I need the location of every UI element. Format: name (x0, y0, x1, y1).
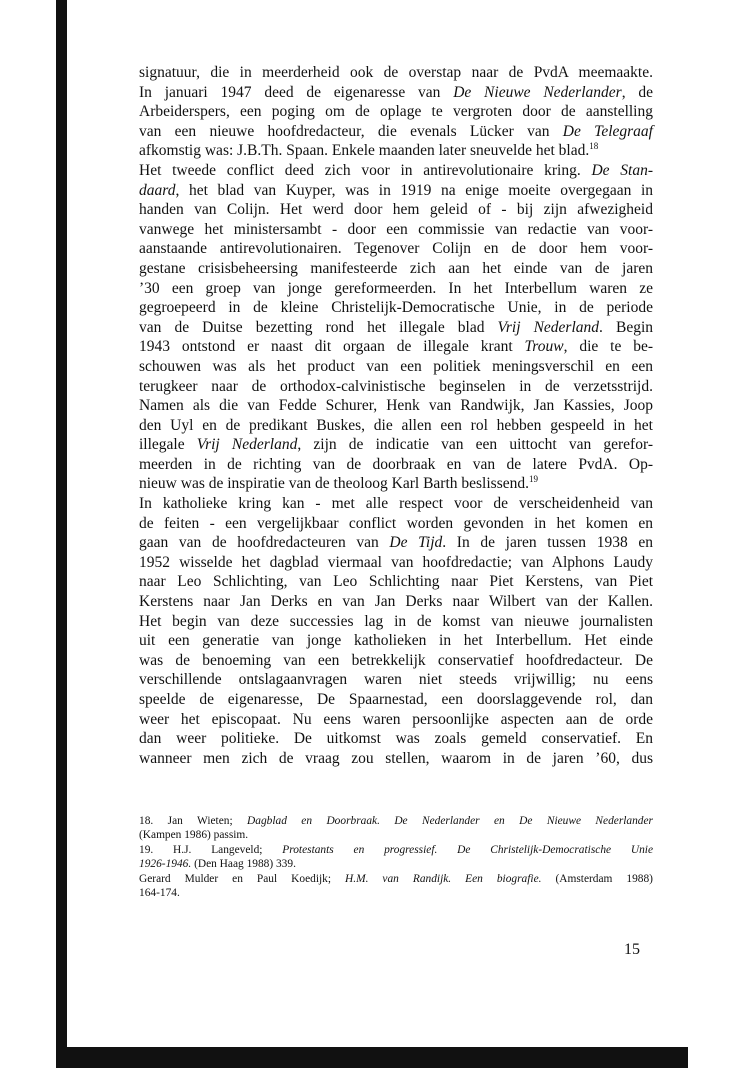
body-line: In januari 1947 deed de eigenaresse van De Nieuwe Nederlander, de (139, 83, 653, 101)
body-line: Het tweede conflict deed zich voor in antirevolutionaire kring. De Stan- (139, 161, 653, 179)
body-line: daard, het blad van Kuyper, was in 1919 na enige moeite overgegaan in (139, 181, 653, 199)
footnote-line: 1926-1946. (Den Haag 1988) 339. (139, 858, 296, 871)
body-line: vanwege het ministersambt - door een commissie van redactie van voor- (139, 220, 653, 238)
body-line: wanneer men zich de vraag zou stellen, waarom in de jaren ’60, dus (139, 749, 653, 767)
body-line: schouwen was als het product van een politiek meningsverschil en een (139, 357, 653, 375)
footnote-line: 18. Jan Wieten; Dagblad en Doorbraak. De Nederlander en De Nieuwe Nederlander (139, 815, 653, 827)
body-line: gaan van de hoofdredacteuren van De Tijd. In de jaren tussen 1938 en (139, 534, 653, 552)
body-line: den Uyl en de predikant Buskes, die allen een rol hebben gespeeld in het (139, 416, 653, 434)
footnote-line: Gerard Mulder en Paul Koedijk; H.M. van Randijk. Een biografie. (Amsterdam 1988) (139, 872, 653, 885)
footnote-line: 19. H.J. Langeveld; Protestants en progressief. De Christelijk-Democratische Unie (139, 843, 654, 856)
body-line: gegroepeerd in de kleine Christelijk-Democratische Unie, in de periode (139, 299, 653, 317)
body-line: Kerstens naar Jan Derks en van Jan Derks naar Wilbert van der Kallen. (139, 593, 653, 611)
body-line: dan weer politieke. De uitkomst was zoals gemeld conservatief. En (139, 730, 653, 748)
body-line: speelde de eigenaresse, De Spaarnestad, een doorslaggevende rol, dan (139, 691, 653, 708)
body-line: 1952 wisselde het dagblad viermaal van hoofdredactie; van Alphons Laudy (139, 553, 653, 571)
footnotes (139, 814, 653, 900)
body-line: weer het episcopaat. Nu eens waren persoonlijke aspecten aan de orde (139, 710, 653, 728)
scan-bottom-border (56, 1047, 688, 1068)
body-line: van de Duitse bezetting rond het illegale blad Vrij Nederland. Begin (139, 318, 654, 336)
body-line: afkomstig was: J.B.Th. Spaan. Enkele maanden later sneuvelde het blad.$^{18}$ (139, 141, 599, 160)
body-line: meerden in de richting van de doorbraak en van de latere PvdA. Op- (139, 455, 653, 473)
body-line: Arbeiderspers, een poging om de oplage te vergroten door de aanstelling (139, 103, 653, 121)
body-line: handen van Colijn. Het werd door hem geleid of - bij zijn afwezigheid (139, 201, 653, 219)
body-line: uit een generatie van jonge katholieken in het Interbellum. Het einde (139, 632, 653, 650)
body-line: van een nieuwe hoofdredacteur, die evenals Lücker van De Telegraaf (139, 122, 653, 140)
body-line: gestane crisisbeheersing manifesteerde zich aan het einde van de jaren (139, 259, 653, 277)
body-line: naar Leo Schlichting, van Leo Schlichting naar Piet Kerstens, van Piet (139, 573, 653, 591)
body-line: signatuur, die in meerderheid ook de overstap naar de PvdA meemaakte. (139, 64, 653, 81)
body-line: illegale Vrij Nederland, zijn de indicatie van een uittocht van gerefor- (139, 436, 653, 454)
body-line: verschillende ontslagaanvragen waren niet steeds vrijwillig; nu eens (139, 671, 653, 689)
body-line: nieuw was de inspiratie van de theoloog Karl Barth beslissend.$^{19}$ (139, 474, 538, 493)
body-line: de feiten - een vergelijkbaar conflict worden gevonden in het komen en (139, 514, 653, 532)
page-number: 15 (624, 941, 640, 958)
body-line: terugkeer naar de orthodox-calvinistische beginselen in de verzetsstrijd. (139, 377, 653, 395)
body-line: aanstaande antirevolutionairen. Tegenover Colijn en de door hem voor- (139, 240, 653, 258)
scan-left-border (56, 0, 67, 1068)
footnote-line: (Kampen 1986) passim. (139, 829, 249, 842)
body-line: ’30 een groep van jonge gereformeerden. In het Interbellum waren ze (139, 279, 653, 297)
body-line: 1943 ontstond er naast dit orgaan de illegale krant Trouw, die te be- (139, 338, 653, 356)
body-line: In katholieke kring kan - met alle respect voor de verscheidenheid van (139, 495, 653, 513)
body-line: Het begin van deze successies lag in de komst van nieuwe journalisten (139, 612, 653, 630)
body-text (139, 63, 653, 768)
body-line: was de benoeming van een betrekkelijk conservatief hoofdredacteur. De (139, 651, 653, 669)
footnote-line: 164-174. (139, 886, 180, 899)
body-line: Namen als die van Fedde Schurer, Henk van Randwijk, Jan Kassies, Joop (139, 397, 653, 415)
